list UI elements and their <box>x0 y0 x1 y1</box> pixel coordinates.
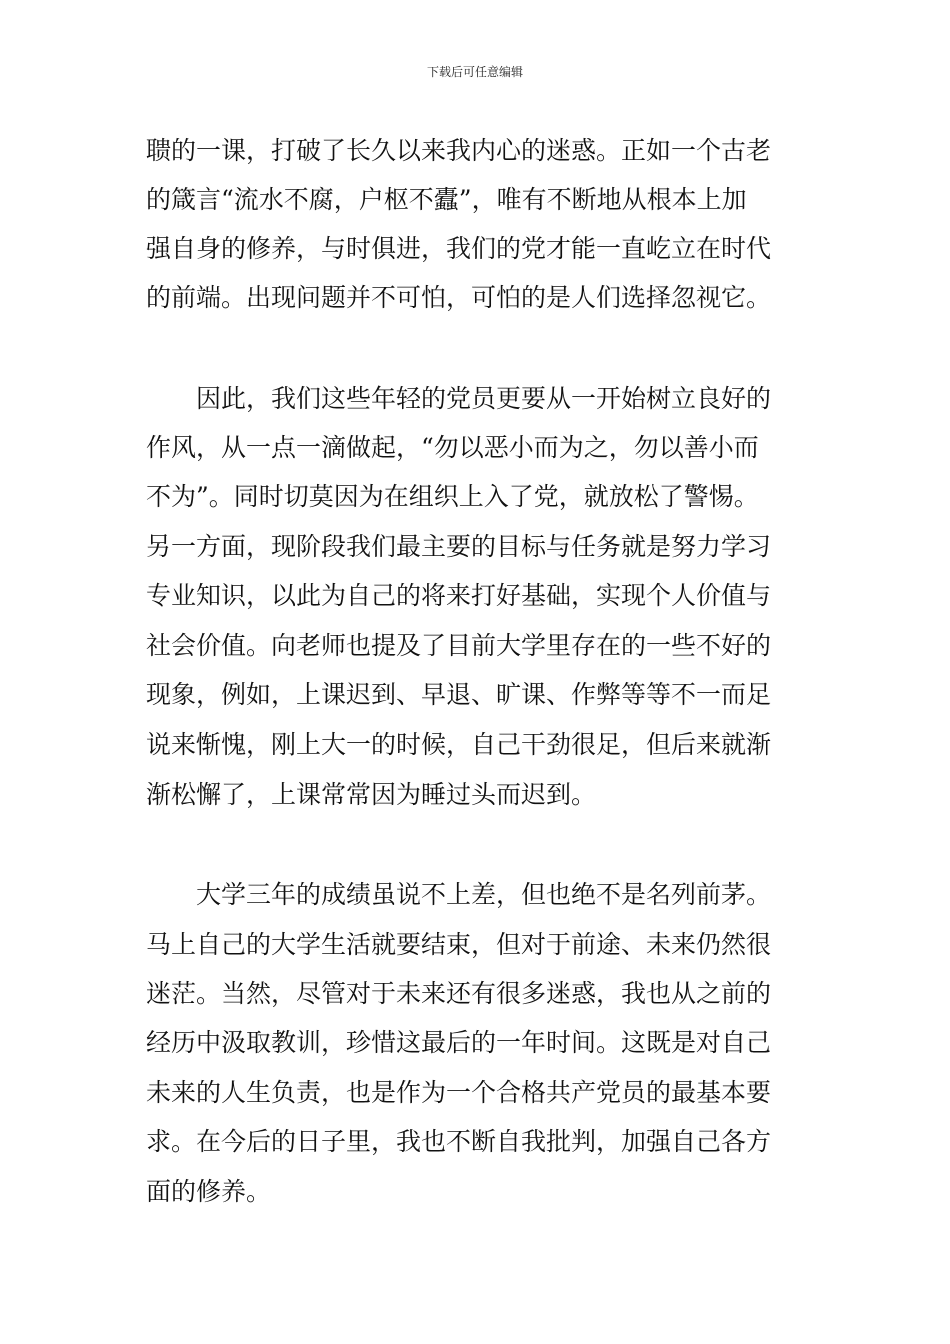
text-line: 面的修养。 <box>146 1177 272 1206</box>
text-line: 强自身的修养，与时俱进，我们的党才能一直屹立在时代 <box>146 234 772 263</box>
text-line: 不为”。同时切莫因为在组织上入了党，就放松了警惕。 <box>146 482 759 511</box>
text-line: 未来的人生负责，也是作为一个合格共产党员的最基本要 <box>146 1078 772 1107</box>
text-line: 渐松懈了，上课常常因为睡过头而迟到。 <box>146 780 597 809</box>
text-line: 专业知识，以此为自己的将来打好基础，实现个人价值与 <box>146 581 772 610</box>
text-line: 大学三年的成绩虽说不上差，但也绝不是名列前茅。 <box>146 880 772 909</box>
text-line: 社会价值。向老师也提及了目前大学里存在的一些不好的 <box>146 631 772 660</box>
text-line: 另一方面，现阶段我们最主要的目标与任务就是努力学习 <box>146 532 772 561</box>
text-line: 的箴言“流水不腐，户枢不蠹”，唯有不断地从根本上加 <box>146 185 747 214</box>
text-line: 的前端。出现问题并不可怕，可怕的是人们选择忽视它。 <box>146 283 772 312</box>
text-line: 说来惭愧，刚上大一的时候，自己干劲很足，但后来就渐 <box>146 730 772 759</box>
page-header: 下载后可任意编辑 <box>426 65 523 79</box>
text-line: 马上自己的大学生活就要结束，但对于前途、未来仍然很 <box>146 930 772 959</box>
text-line: 聩的一课，打破了长久以来我内心的迷惑。正如一个古老 <box>146 136 772 165</box>
text-line: 因此，我们这些年轻的党员更要从一开始树立良好的 <box>146 384 772 413</box>
text-line: 迷茫。当然，尽管对于未来还有很多迷惑，我也从之前的 <box>146 979 772 1008</box>
text-line: 经历中汲取教训，珍惜这最后的一年时间。这既是对自己 <box>146 1028 772 1057</box>
text-line: 现象，例如，上课迟到、早退、旷课、作弊等等不一而足 <box>146 680 772 709</box>
text-line: 作风，从一点一滴做起，“勿以恶小而为之，勿以善小而 <box>146 433 759 462</box>
text-line: 求。在今后的日子里，我也不断自我批判，加强自己各方 <box>146 1127 772 1156</box>
